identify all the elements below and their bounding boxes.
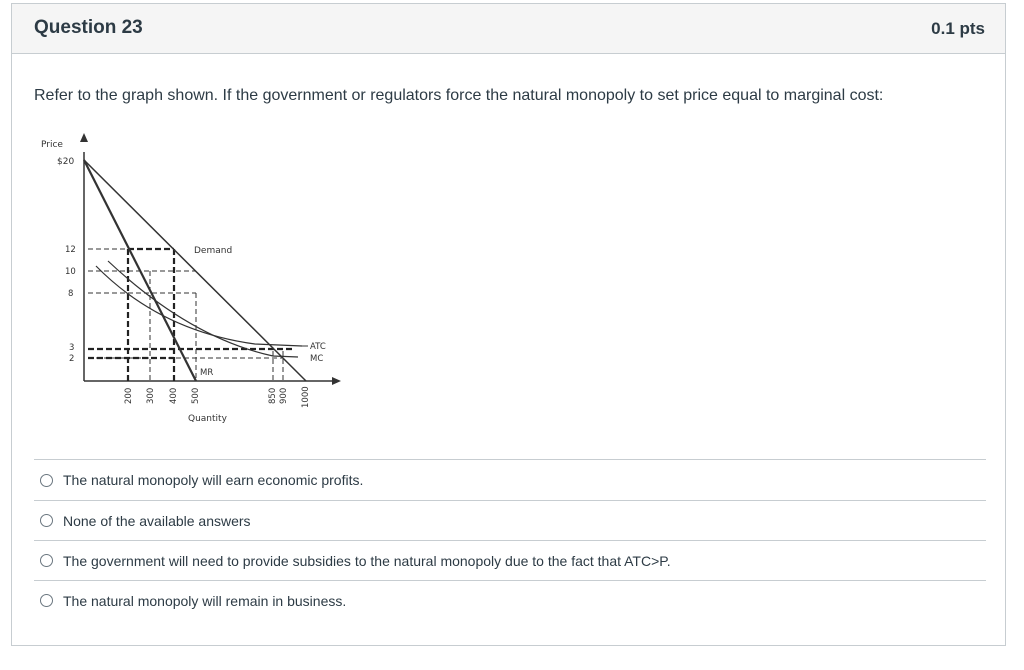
x-label-200: 200 <box>124 387 134 404</box>
x-label-500: 500 <box>191 387 201 404</box>
radio-button-1[interactable] <box>40 474 53 487</box>
question-points: 0.1 pts <box>931 19 985 38</box>
y-label-12: 12 <box>65 245 76 255</box>
y-label-8: 8 <box>68 289 74 299</box>
answer-option-3[interactable] <box>34 540 986 580</box>
answer-option-1[interactable] <box>34 459 986 500</box>
mr-label: MR <box>200 368 214 378</box>
x-axis-title: Quantity <box>188 414 227 424</box>
y-label-20: $20 <box>57 157 75 167</box>
x-label-300: 300 <box>146 387 156 404</box>
answer-label-4: The natural monopoly will remain in business. <box>63 592 347 609</box>
question-title: Question 23 <box>34 17 143 38</box>
demand-label: Demand <box>194 246 233 256</box>
radio-button-4[interactable] <box>40 594 53 607</box>
question-header <box>12 4 1005 54</box>
radio-button-2[interactable] <box>40 514 53 527</box>
y-label-10: 10 <box>65 267 76 277</box>
answer-option-4[interactable] <box>34 580 986 620</box>
mc-curve <box>108 261 298 357</box>
x-label-850: 850 <box>268 387 278 404</box>
answer-option-2[interactable] <box>34 500 986 540</box>
x-label-900: 900 <box>279 387 289 404</box>
natural-monopoly-graph <box>30 126 360 436</box>
x-axis-arrow <box>332 377 341 385</box>
y-label-3: 3 <box>69 343 75 353</box>
answer-list <box>34 459 986 620</box>
mc-label: MC <box>310 354 324 364</box>
x-label-1000: 1000 <box>301 386 311 408</box>
demand-curve <box>84 160 306 381</box>
y-axis-title: Price <box>41 140 63 150</box>
y-label-2: 2 <box>69 354 75 364</box>
answer-label-1: The natural monopoly will earn economic profits. <box>63 472 364 488</box>
radio-button-3[interactable] <box>40 554 53 567</box>
x-label-400: 400 <box>169 387 179 404</box>
question-text: Refer to the graph shown. If the government or regulators force the natural monopoly to set price equal to marginal cost: <box>34 87 884 104</box>
answer-label-3: The government will need to provide subsidies to the natural monopoly due to the fact that ATC>P. <box>63 552 671 569</box>
answer-label-2: None of the available answers <box>63 512 251 529</box>
atc-label: ATC <box>310 342 326 352</box>
y-axis-arrow <box>80 133 88 142</box>
